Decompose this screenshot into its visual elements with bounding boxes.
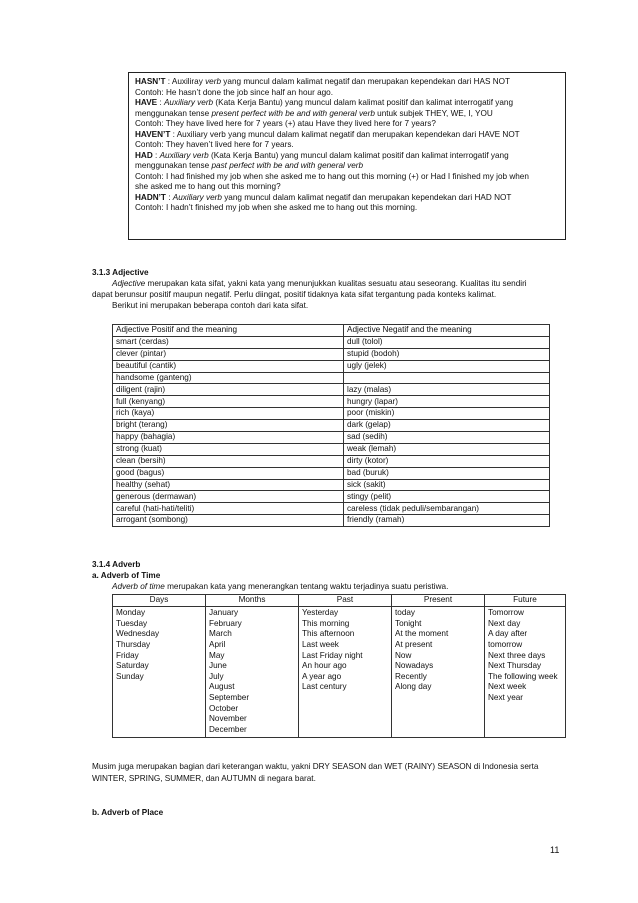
adjective-positive-cell: healthy (sehat) <box>113 479 344 491</box>
adjective-negative-cell: weak (lemah) <box>344 443 550 455</box>
table-cell-days: Monday Tuesday Wednesday Thursday Friday Saturday Sunday <box>113 606 206 737</box>
adverb-of-time-table <box>112 594 566 738</box>
table-row <box>113 360 550 372</box>
box-line: menggunakan tense past perfect with be and with general verb <box>135 161 364 170</box>
column-header: Past <box>299 595 392 607</box>
season-paragraph-line2: WINTER, SPRING, SUMMER, dan AUTUMN di negara barat. <box>92 774 316 783</box>
box-line: Contoh: He hasn’t done the job since half an hour ago. <box>135 87 334 97</box>
adjective-negative-cell: sad (sedih) <box>344 432 550 444</box>
adjective-positive-cell: generous (dermawan) <box>113 491 344 503</box>
adjective-positive-cell: bright (terang) <box>113 420 344 432</box>
table-header-row <box>113 595 566 607</box>
adverb-intro: Adverb of time merupakan kata yang menerangkan tentang waktu terjadinya suatu peristiwa. <box>112 582 449 591</box>
table-cell-future: Tomorrow Next day A day after tomorrow Next three days Next Thursday The following week Next week Next year <box>485 606 566 737</box>
column-header: Days <box>113 595 206 607</box>
adjective-positive-cell: happy (bahagia) <box>113 432 344 444</box>
box-line: HAD : Auxiliary verb (Kata Kerja Bantu) yang muncul dalam kalimat positif dan kalimat interrogatif yang <box>135 150 509 160</box>
adjective-intro-line3: Berikut ini merupakan beberapa contoh dari kata sifat. <box>112 301 309 310</box>
adjective-positive-cell: handsome (ganteng) <box>113 372 344 384</box>
adjective-negative-cell: poor (miskin) <box>344 408 550 420</box>
adjective-intro-line2: dapat berunsur positif maupun negatif. Perlu diingat, positif tidaknya kata sifat tergantung pada konteks kalimat. <box>92 290 497 299</box>
adjective-positive-cell: strong (kuat) <box>113 443 344 455</box>
box-line: HASN’T : Auxiliray verb yang muncul dalam kalimat negatif dan merupakan kependekan dari HAS NOT <box>135 77 511 86</box>
table-cell-months: January February March April May June July August September October November December <box>206 606 299 737</box>
box-line: Contoh: They have lived here for 7 years (+) atau Have they lived here for 7 years? <box>135 119 436 128</box>
table-row <box>113 479 550 491</box>
adjective-positive-cell: arrogant (sombong) <box>113 515 344 527</box>
page-number: 11 <box>550 845 560 855</box>
adjective-negative-cell: hungry (lapar) <box>344 396 550 408</box>
subsection-heading-adverb-of-time: a. Adverb of Time <box>92 571 161 580</box>
table-row <box>113 396 550 408</box>
adjective-positive-cell: diligent (rajin) <box>113 384 344 396</box>
table-header-row <box>113 325 550 337</box>
adjective-negative-cell: careless (tidak peduli/sembarangan) <box>344 503 550 515</box>
adjective-positive-cell: clean (bersih) <box>113 455 344 467</box>
box-line: menggunakan tense present perfect with be and with general verb untuk subjek THEY, WE, I, YOU <box>135 108 493 118</box>
adjective-negative-cell: stupid (bodoh) <box>344 348 550 360</box>
column-header: Adjective Negatif and the meaning <box>344 325 550 337</box>
season-paragraph-line1: Musim juga merupakan bagian dari keterangan waktu, yakni DRY SEASON dan WET (RAINY) SEASON di Indonesia serta <box>92 762 539 771</box>
adjective-negative-cell: ugly (jelek) <box>344 360 550 372</box>
table-row <box>113 384 550 396</box>
adjective-negative-cell: stingy (pelit) <box>344 491 550 503</box>
table-row <box>113 467 550 479</box>
table-cell-present: today Tonight At the moment At present Now Nowadays Recently Along day <box>392 606 485 737</box>
box-line: HAVE : Auxiliary verb (Kata Kerja Bantu) yang muncul dalam kalimat positif dan kalimat interrogatif yang <box>135 98 514 107</box>
adjective-negative-cell: lazy (malas) <box>344 384 550 396</box>
box-line: Contoh: I hadn’t finished my job when she asked me to hang out this morning. <box>135 203 418 212</box>
adjective-positive-cell: smart (cerdas) <box>113 336 344 348</box>
section-heading-adverb: 3.1.4 Adverb <box>92 560 141 569</box>
adjective-negative-cell: friendly (ramah) <box>344 515 550 527</box>
adjective-negative-cell: dirty (kotor) <box>344 455 550 467</box>
table-row <box>113 503 550 515</box>
column-header: Present <box>392 595 485 607</box>
adjective-negative-cell <box>344 372 550 384</box>
adjective-negative-cell: bad (buruk) <box>344 467 550 479</box>
table-row <box>113 455 550 467</box>
adjective-positive-cell: good (bagus) <box>113 467 344 479</box>
table-row <box>113 432 550 444</box>
column-header: Months <box>206 595 299 607</box>
adjective-negative-cell: sick (sakit) <box>344 479 550 491</box>
table-row <box>113 336 550 348</box>
box-line: Contoh: They haven’t lived here for 7 years. <box>135 140 294 149</box>
subsection-heading-adverb-of-place: b. Adverb of Place <box>92 808 164 817</box>
adjective-negative-cell: dull (tolol) <box>344 336 550 348</box>
column-header: Future <box>485 595 566 607</box>
adjective-positive-cell: full (kenyang) <box>113 396 344 408</box>
table-row <box>113 606 566 737</box>
auxiliary-verb-box <box>128 72 566 240</box>
adjective-positive-cell: careful (hati-hati/teliti) <box>113 503 344 515</box>
section-heading-adjective: 3.1.3 Adjective <box>92 268 149 277</box>
box-line: HADN’T : Auxiliary verb yang muncul dalam kalimat negatif dan merupakan kependekan dari HAD NOT <box>135 192 512 202</box>
table-row <box>113 491 550 503</box>
table-row <box>113 408 550 420</box>
column-header: Adjective Positif and the meaning <box>113 325 344 337</box>
adjective-negative-cell: dark (gelap) <box>344 420 550 432</box>
table-cell-past: Yesterday This morning This afternoon Last week Last Friday night An hour ago A year ago Last century <box>299 606 392 737</box>
adjective-positive-cell: clever (pintar) <box>113 348 344 360</box>
table-row <box>113 443 550 455</box>
adjective-intro: Adjective merupakan kata sifat, yakni kata yang menunjukkan kualitas sesuatu atau seseorang. Kualitas itu sendiri <box>112 279 527 288</box>
box-line: Contoh: I had finished my job when she asked me to hang out this morning (+) or Had I finished my job when <box>135 171 529 181</box>
table-row <box>113 420 550 432</box>
adjective-positive-cell: beautiful (cantik) <box>113 360 344 372</box>
table-row <box>113 348 550 360</box>
table-row <box>113 372 550 384</box>
adjective-positive-cell: rich (kaya) <box>113 408 344 420</box>
box-line: she asked me to hang out this morning? <box>135 182 281 191</box>
table-row <box>113 515 550 527</box>
box-line: HAVEN’T : Auxiliary verb yang muncul dalam kalimat negatif dan merupakan kependekan dari HAVE NOT <box>135 129 520 139</box>
adjective-table <box>112 324 550 527</box>
